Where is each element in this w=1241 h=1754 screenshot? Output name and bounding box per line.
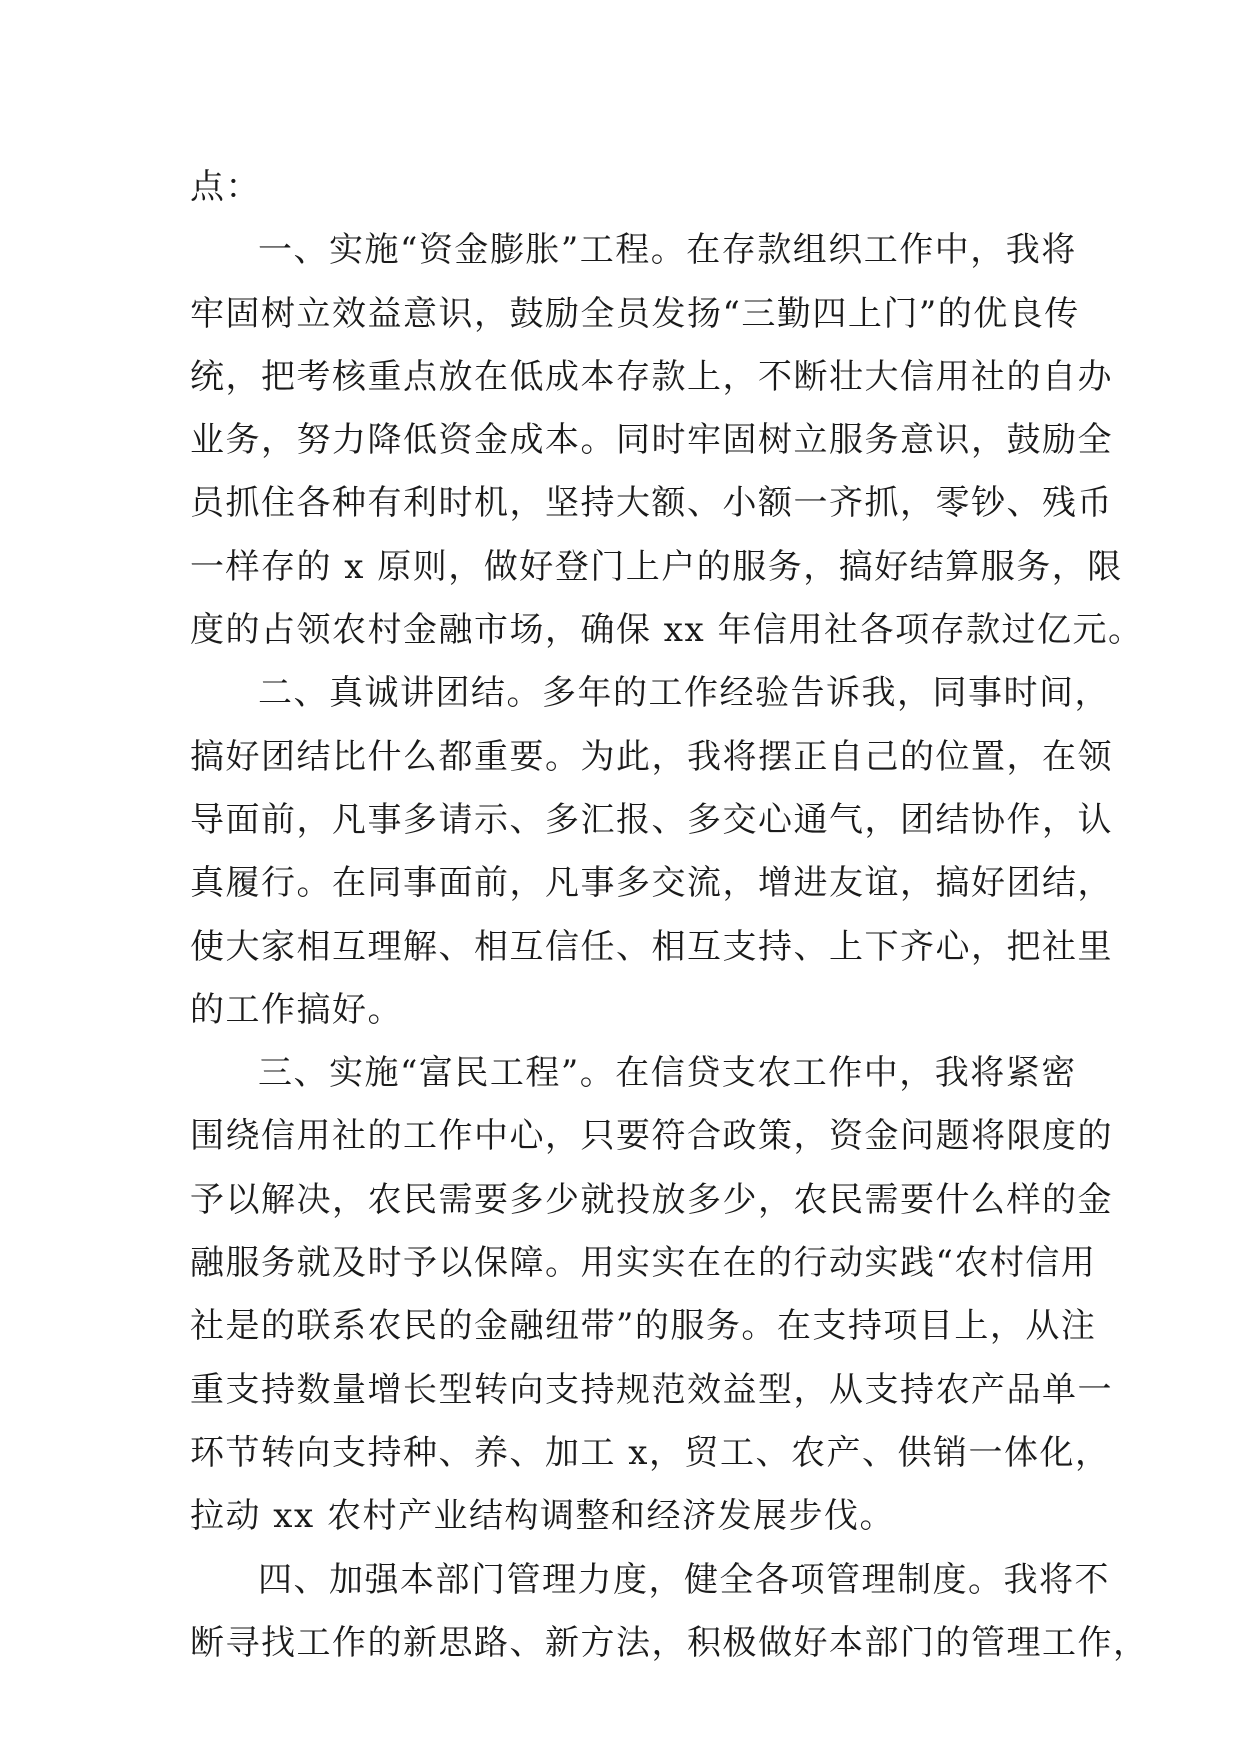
text-line: 真履行。在同事面前，凡事多交流，增进友谊，搞好团结， [190,863,1113,904]
text-line: 社是的联系农民的金融纽带”的服务。在支持项目上，从注 [190,1306,1097,1347]
text-line: 的工作搞好。 [190,989,403,1030]
paragraph-start-line: 二、真诚讲团结。多年的工作经验告诉我，同事时间， [258,673,1110,714]
paragraph-start-line: 四、加强本部门管理力度，健全各项管理制度。我将不 [258,1559,1110,1600]
text-line: 度的占领农村金融市场，确保 xx 年信用社各项存款过亿元。 [190,610,1144,651]
text-line: 牢固树立效益意识，鼓励全员发扬“三勤四上门”的优良传 [190,293,1080,334]
text-line: 围绕信用社的工作中心，只要符合政策，资金问题将限度的 [190,1116,1113,1157]
text-line: 导面前，凡事多请示、多汇报、多交心通气，团结协作，认 [190,799,1113,840]
text-line: 环节转向支持种、养、加工 x，贸工、农产、供销一体化， [190,1432,1111,1473]
text-line: 业务，努力降低资金成本。同时牢固树立服务意识，鼓励全 [190,420,1113,461]
text-line: 重支持数量增长型转向支持规范效益型，从支持农产品单一 [190,1369,1113,1410]
paragraph-start-line: 三、实施“富民工程”。在信贷支农工作中，我将紧密 [258,1053,1077,1094]
text-line: 点： [190,167,261,207]
text-line: 使大家相互理解、相互信任、相互支持、上下齐心，把社里 [190,926,1113,967]
text-line: 拉动 xx 农村产业结构调整和经济发展步伐。 [190,1496,895,1537]
text-line: 断寻找工作的新思路、新方法，积极做好本部门的管理工作， [190,1622,1149,1663]
text-line: 予以解决，农民需要多少就投放多少，农民需要什么样的金 [190,1179,1113,1220]
document-body [190,156,1149,1675]
text-line: 统，把考核重点放在低成本存款上，不断壮大信用社的自办 [190,356,1113,397]
text-line: 一样存的 x 原则，做好登门上户的服务，搞好结算服务，限 [190,546,1123,587]
paragraph-start-line: 一、实施“资金膨胀”工程。在存款组织工作中，我将 [258,230,1077,271]
text-line: 员抓住各种有利时机，坚持大额、小额一齐抓，零钞、残币 [190,483,1113,524]
text-line: 搞好团结比什么都重要。为此，我将摆正自己的位置，在领 [190,736,1113,777]
text-line: 融服务就及时予以保障。用实实在在的行动实践“农村信用 [190,1243,1097,1284]
